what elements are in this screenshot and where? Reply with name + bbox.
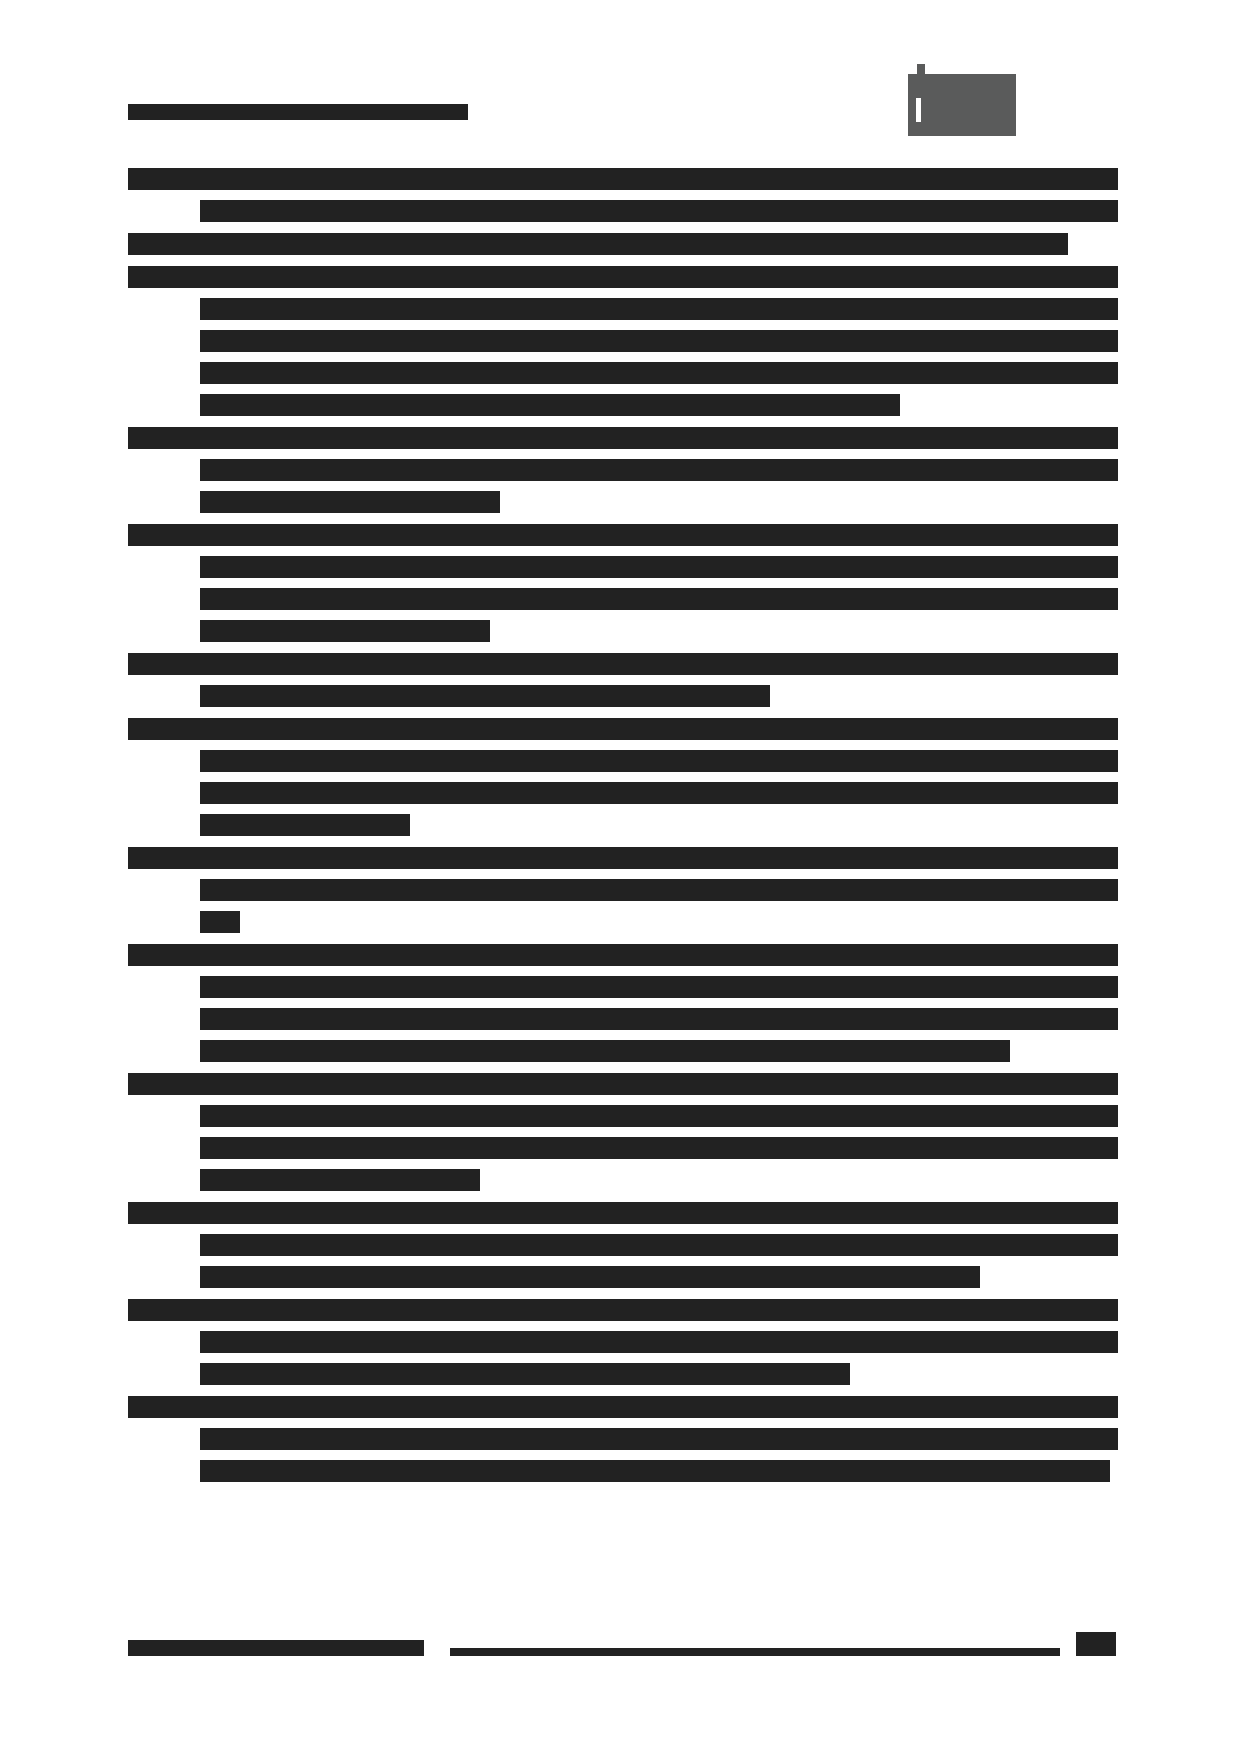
redaction-bar: [200, 1234, 1118, 1256]
redaction-bar: [200, 394, 900, 416]
reference-entry: [128, 233, 1118, 257]
redaction-bar: [200, 782, 1118, 804]
reference-continuation-line: [200, 879, 1118, 903]
redaction-bar: [200, 685, 770, 707]
redaction-bar: [128, 104, 468, 120]
reference-entry: [128, 1396, 1118, 1484]
reference-first-line: [128, 266, 1118, 290]
redaction-bar: [200, 814, 410, 836]
redaction-bar: [128, 1299, 1118, 1321]
redaction-bar: [128, 718, 1118, 740]
reference-continuation-line: [200, 1428, 1118, 1452]
redaction-bar: [128, 427, 1118, 449]
reference-entry: [128, 718, 1118, 838]
reference-first-line: [128, 1073, 1118, 1097]
reference-entry: [128, 524, 1118, 644]
redaction-bar: [128, 168, 1118, 190]
reference-continuation-line: [200, 620, 1118, 644]
reference-continuation-line: [200, 1363, 1118, 1387]
reference-continuation-line: [200, 976, 1118, 1000]
reference-continuation-line: [200, 588, 1118, 612]
redaction-bar: [200, 750, 1118, 772]
reference-first-line: [128, 1299, 1118, 1323]
redaction-bar: [200, 879, 1118, 901]
reference-entry: [128, 653, 1118, 709]
redaction-bar: [128, 1073, 1118, 1095]
reference-continuation-line: [200, 556, 1118, 580]
reference-continuation-line: [200, 814, 1118, 838]
redaction-bar: [128, 266, 1118, 288]
redaction-bar: [128, 233, 1068, 255]
redaction-bar: [200, 911, 240, 933]
reference-first-line: [128, 653, 1118, 677]
redaction-bar: [200, 200, 1118, 222]
reference-continuation-line: [200, 394, 1118, 418]
redaction-bar: [200, 620, 490, 642]
redaction-bar: [128, 653, 1118, 675]
reference-entry: [128, 847, 1118, 935]
redaction-bar: [200, 1266, 980, 1288]
redaction-bar: [200, 330, 1118, 352]
redaction-bar: [200, 1169, 480, 1191]
reference-list: [128, 168, 1118, 1493]
reference-continuation-line: [200, 1331, 1118, 1355]
redaction-bar: [200, 1137, 1118, 1159]
reference-entry: [128, 1073, 1118, 1193]
redaction-bar: [200, 491, 500, 513]
redaction-bar: [128, 524, 1118, 546]
reference-first-line: [128, 427, 1118, 451]
redaction-bar: [200, 1008, 1118, 1030]
redaction-bar: [200, 1363, 850, 1385]
redaction-bar: [200, 556, 1118, 578]
redaction-bar: [200, 1460, 1110, 1482]
redaction-bar: [200, 1105, 1118, 1127]
reference-continuation-line: [200, 782, 1118, 806]
reference-entry: [128, 944, 1118, 1064]
footer-divider: [450, 1648, 1060, 1656]
reference-continuation-line: [200, 1105, 1118, 1129]
reference-continuation-line: [200, 1040, 1118, 1064]
reference-entry: [128, 1299, 1118, 1387]
redaction-bar: [200, 588, 1118, 610]
reference-first-line: [128, 524, 1118, 548]
reference-continuation-line: [200, 200, 1118, 224]
reference-first-line: [128, 233, 1118, 257]
reference-continuation-line: [200, 1137, 1118, 1161]
reference-continuation-line: [200, 1008, 1118, 1032]
reference-continuation-line: [200, 298, 1118, 322]
redaction-bar: [128, 847, 1118, 869]
redaction-bar: [128, 1202, 1118, 1224]
redaction-bar: [128, 944, 1118, 966]
redaction-bar: [200, 362, 1118, 384]
reference-continuation-line: [200, 330, 1118, 354]
redaction-bar: [200, 459, 1118, 481]
redaction-bar: [200, 1040, 1010, 1062]
reference-entry: [128, 1202, 1118, 1290]
reference-first-line: [128, 847, 1118, 871]
reference-continuation-line: [200, 1234, 1118, 1258]
page-number: [1076, 1632, 1116, 1656]
reference-entry: [128, 168, 1118, 224]
reference-continuation-line: [200, 1460, 1118, 1484]
footer-label: [128, 1640, 424, 1656]
reference-continuation-line: [200, 750, 1118, 774]
redaction-bar: [128, 1396, 1118, 1418]
reference-continuation-line: [200, 1266, 1118, 1290]
reference-continuation-line: [200, 1169, 1118, 1193]
reference-continuation-line: [200, 362, 1118, 386]
reference-entry: [128, 427, 1118, 515]
running-head: [128, 104, 468, 120]
redaction-bar: [200, 1331, 1118, 1353]
journal-logo: [908, 74, 1016, 136]
reference-first-line: [128, 944, 1118, 968]
reference-first-line: [128, 1202, 1118, 1226]
reference-continuation-line: [200, 685, 1118, 709]
reference-entry: [128, 266, 1118, 418]
redaction-bar: [200, 976, 1118, 998]
redaction-bar: [200, 298, 1118, 320]
reference-continuation-line: [200, 911, 1118, 935]
reference-continuation-line: [200, 459, 1118, 483]
logo-notch: [916, 98, 921, 122]
redaction-bar: [200, 1428, 1118, 1450]
reference-first-line: [128, 718, 1118, 742]
reference-first-line: [128, 1396, 1118, 1420]
reference-first-line: [128, 168, 1118, 192]
reference-continuation-line: [200, 491, 1118, 515]
